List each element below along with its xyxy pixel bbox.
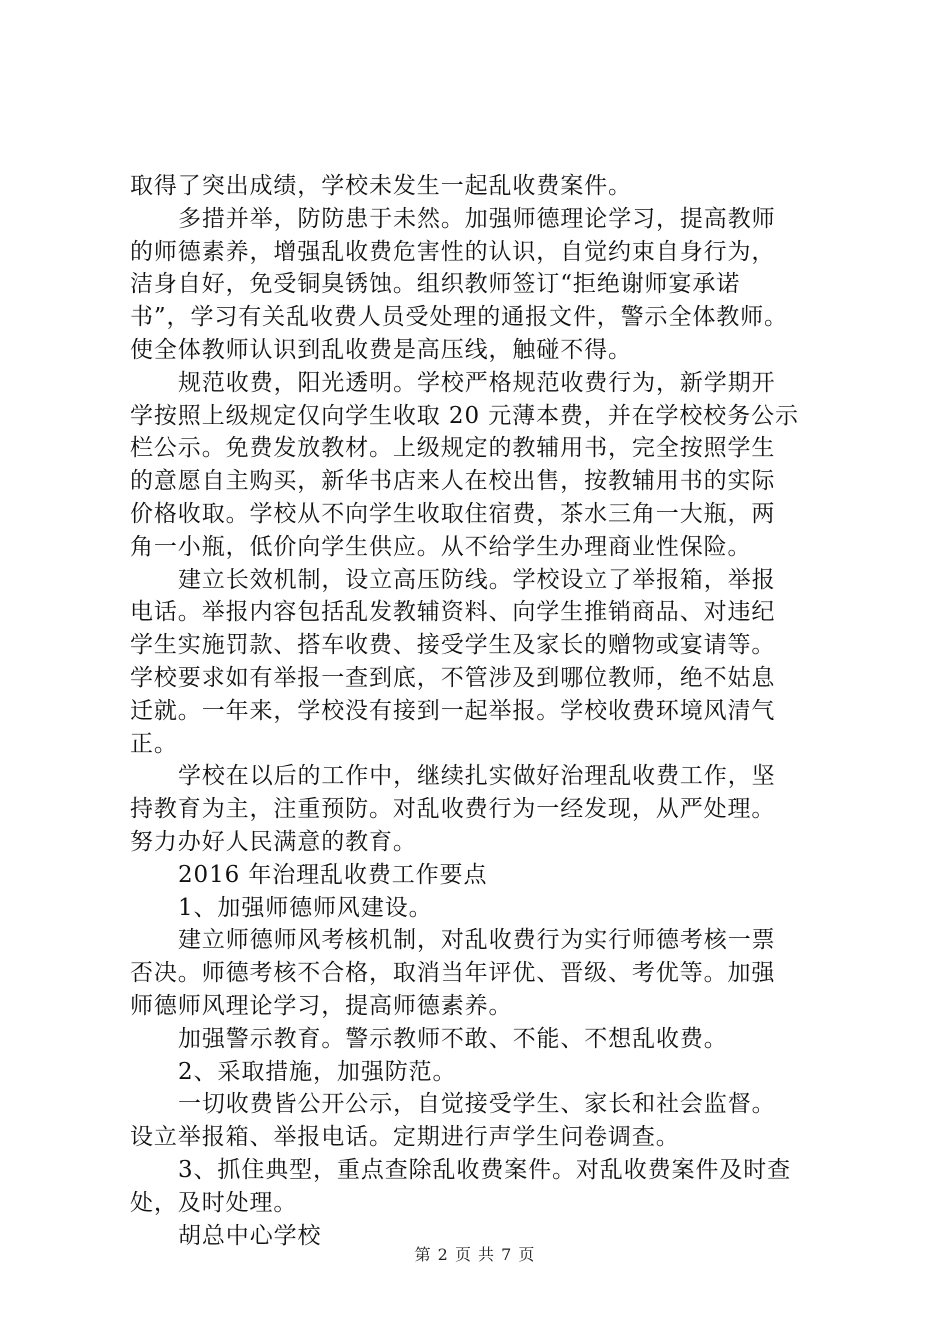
text-line: 学校要求如有举报一查到底，不管涉及到哪位教师，绝不姑息: [130, 664, 776, 691]
text-line: 2、采取措施，加强防范。: [178, 1058, 457, 1085]
text-line: 努力办好人民满意的教育。: [130, 828, 417, 855]
text-line: 3、抓住典型，重点查除乱收费案件。对乱收费案件及时查: [178, 1156, 792, 1183]
text-line: 书”，学习有关乱收费人员受处理的通报文件，警示全体教师。: [130, 304, 788, 331]
text-line: 处，及时处理。: [130, 1189, 298, 1216]
text-line: 否决。师德考核不合格，取消当年评优、晋级、考优等。加强: [130, 960, 776, 987]
text-line: 学按照上级规定仅向学生收取 20 元薄本费，并在学校校务公示: [130, 402, 799, 429]
text-line: 多措并举，防防患于未然。加强师德理论学习，提高教师: [178, 205, 776, 232]
text-line: 学校在以后的工作中，继续扎实做好治理乱收费工作，坚: [178, 763, 776, 790]
text-line: 设立举报箱、举报电话。定期进行声学生问卷调查。: [130, 1124, 680, 1151]
text-line: 价格收取。学校从不向学生收取住宿费，茶水三角一大瓶，两: [130, 500, 776, 527]
text-line: 使全体教师认识到乱收费是高压线，触碰不得。: [130, 336, 632, 363]
text-line: 胡总中心学校: [178, 1222, 322, 1249]
text-line: 师德师风理论学习，提高师德素养。: [130, 992, 513, 1019]
text-line: 的意愿自主购买，新华书店来人在校出售，按教辅用书的实际: [130, 468, 776, 495]
page-number-label: 第 2 页 共 7 页: [414, 1245, 536, 1264]
text-line: 栏公示。免费发放教材。上级规定的教辅用书，完全按照学生: [130, 435, 776, 462]
text-line: 2016 年治理乱收费工作要点: [178, 861, 488, 888]
text-line: 建立师德师风考核机制，对乱收费行为实行师德考核一票: [178, 927, 776, 954]
text-line: 建立长效机制，设立高压防线。学校设立了举报箱，举报: [178, 566, 776, 593]
text-line: 一切收费皆公开公示，自觉接受学生、家长和社会监督。: [178, 1091, 776, 1118]
text-line: 加强警示教育。警示教师不敢、不能、不想乱收费。: [178, 1025, 728, 1052]
text-line: 正。: [130, 730, 178, 757]
text-line: 的师德素养，增强乱收费危害性的认识，自觉约束自身行为，: [130, 238, 776, 265]
text-line: 规范收费，阳光透明。学校严格规范收费行为，新学期开: [178, 369, 776, 396]
text-line: 1、加强师德师风建设。: [178, 894, 433, 921]
text-line: 取得了突出成绩，学校未发生一起乱收费案件。: [130, 173, 632, 199]
text-line: 洁身自好，免受铜臭锈蚀。组织教师签订“拒绝谢师宴承诺: [130, 271, 741, 298]
text-line: 学生实施罚款、搭车收费、接受学生及家长的赠物或宴请等。: [130, 632, 776, 659]
document-body: [130, 170, 830, 1252]
text-line: 角一小瓶，低价向学生供应。从不给学生办理商业性保险。: [130, 533, 752, 560]
text-line: 迁就。一年来，学校没有接到一起举报。学校收费环境风清气: [130, 697, 776, 724]
text-line: 电话。举报内容包括乱发教辅资料、向学生推销商品、对违纪: [130, 599, 776, 626]
text-line: 持教育为主，注重预防。对乱收费行为一经发现，从严处理。: [130, 796, 776, 823]
page-footer: [0, 1242, 950, 1265]
